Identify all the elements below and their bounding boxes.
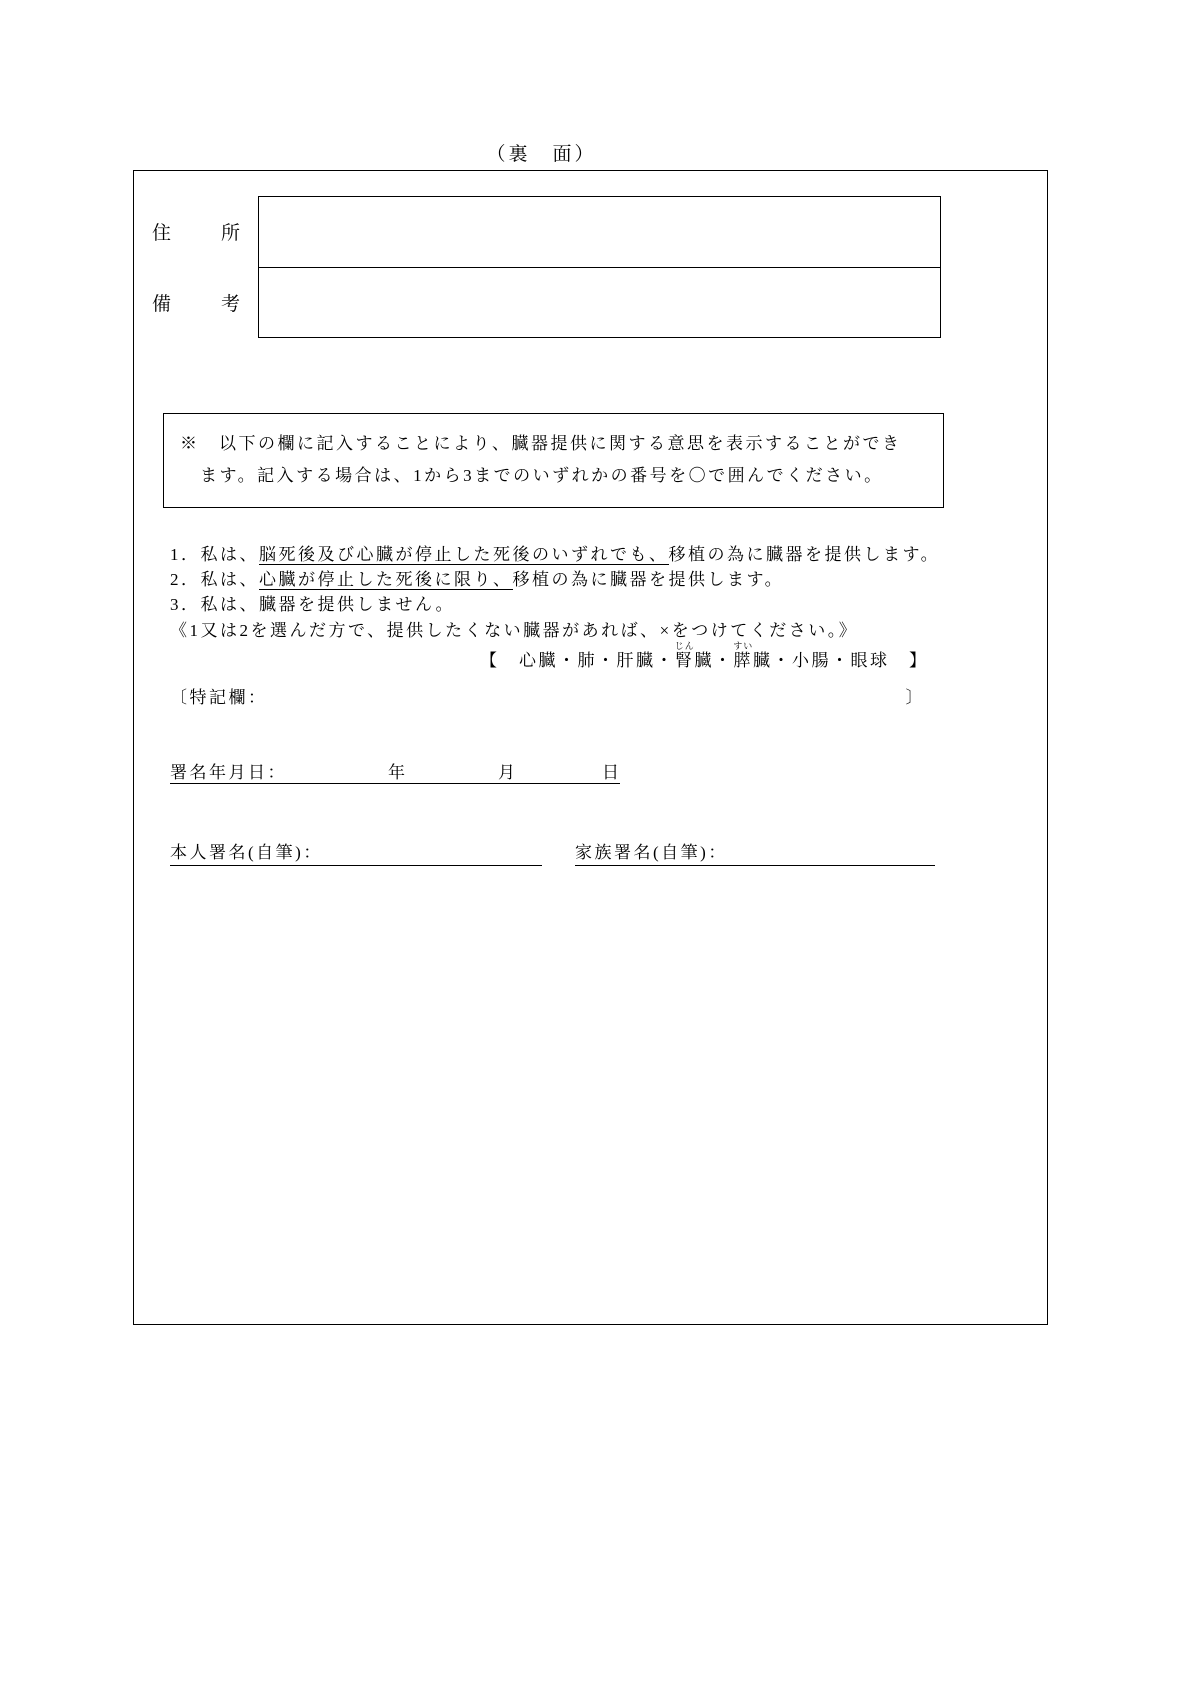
signature-date-year-unit: 年 [388, 763, 408, 782]
option-3 [170, 594, 455, 616]
option-1 [170, 544, 940, 566]
organ-list-mid: 臓・ [694, 651, 734, 670]
address-label-char1: 住 [152, 223, 172, 244]
organ-kidney [674, 641, 695, 670]
remarks-label-char2: 考 [220, 294, 240, 315]
option-1-prefix: 1．私は、 [170, 545, 259, 564]
option-2-suffix: 移植の為に臓器を提供します。 [512, 570, 785, 589]
notice-box [163, 413, 944, 508]
option-2-underlined: 心臓が停止した死後に限り、 [259, 570, 513, 589]
exclusion-note: 《1又は2を選んだ方で、提供したくない臓器があれば、×をつけてください。》 [170, 621, 859, 640]
special-note-field[interactable] [170, 683, 925, 708]
address-label [152, 224, 240, 243]
remarks-input-box[interactable] [258, 267, 941, 338]
organ-pancreas-base: 膵 [733, 651, 754, 670]
option-1-suffix: 移植の為に臓器を提供します。 [668, 545, 941, 564]
remarks-label-char1: 備 [152, 294, 172, 315]
self-signature-field[interactable] [170, 838, 542, 866]
self-signature-label: 本人署名(自筆)： [170, 843, 323, 862]
signature-date-day-unit: 日 [602, 763, 622, 782]
family-signature-label: 家族署名(自筆)： [575, 843, 728, 862]
special-note-close: 〕 [905, 688, 925, 707]
signature-date-month-unit: 月 [498, 763, 518, 782]
special-note-open: 〔特記欄： [170, 688, 268, 707]
remarks-label [152, 295, 240, 314]
address-input-box[interactable] [258, 196, 941, 268]
option-2-prefix: 2．私は、 [170, 570, 259, 589]
organ-kidney-base: 腎 [674, 651, 695, 670]
option-2 [170, 569, 784, 591]
family-signature-field[interactable] [575, 838, 935, 866]
page-title: （裏 面） [486, 144, 597, 165]
option-1-underlined: 脳死後及び心臓が停止した死後のいずれでも、 [259, 545, 669, 564]
organ-pancreas [733, 641, 754, 670]
organ-pancreas-ruby: すい [733, 641, 754, 651]
signature-date-field[interactable] [170, 755, 620, 784]
notice-line-1: ※ 以下の欄に記入することにより、臓器提供に関する意思を表示することができ [180, 434, 902, 453]
organ-list [480, 641, 929, 671]
organ-list-close: 臓・小腸・眼球 】 [753, 651, 929, 670]
organ-kidney-ruby: じん [674, 641, 695, 651]
signature-date-label: 署名年月日： [170, 763, 287, 782]
option-3-prefix: 3．私は、臓器を提供しません。 [170, 595, 456, 614]
notice-line-2: ます。記入する場合は、1から3までのいずれかの番号を〇で囲んでください。 [200, 466, 884, 485]
form-outer-border [133, 170, 1048, 1325]
organ-list-open: 【 心臓・肺・肝臓・ [480, 651, 675, 670]
address-label-char2: 所 [220, 223, 240, 244]
